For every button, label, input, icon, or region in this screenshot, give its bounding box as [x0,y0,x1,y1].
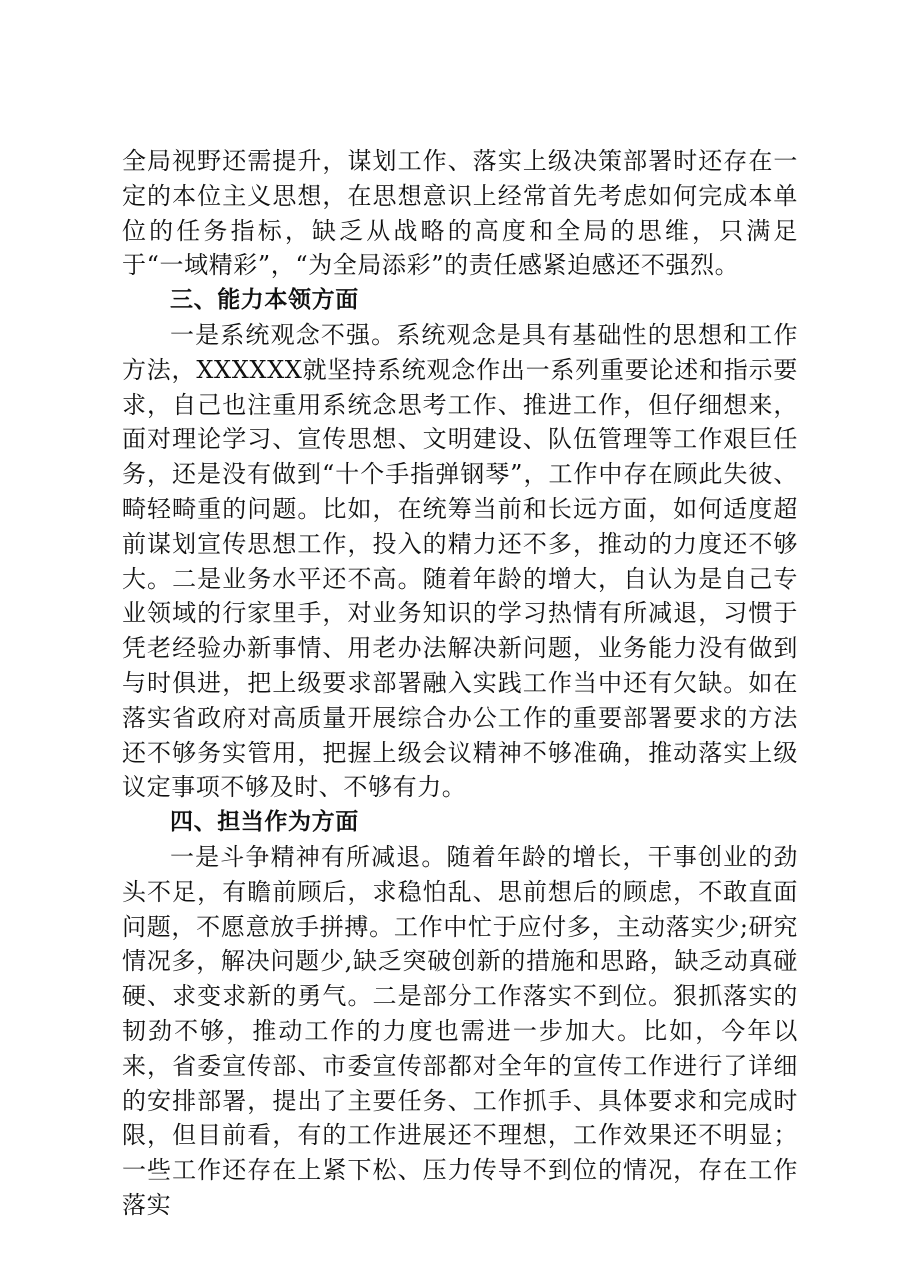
paragraph-ability: 一是系统观念不强。系统观念是具有基础性的思想和工作方法，XXXXXX就坚持系统观念作出一系列重要论述和指示要求，自己也注重用系统念思考工作、推进工作，但仔细想来，面对理论学习、宣传思想、文明建设、队伍管理等工作艰巨任务，还是没有做到“十个手指弹钢琴”，工作中存在顾此失彼、畸轻畸重的问题。比如，在统筹当前和长远方面，如何适度超前谋划宣传思想工作，投入的精力还不多，推动的力度还不够大。二是业务水平还不高。随着年龄的增大，自认为是自己专业领域的行家里手，对业务知识的学习热情有所减退，习惯于凭老经验办新事情、用老办法解决新问题，业务能力没有做到与时俱进，把上级要求部署融入实践工作当中还有欠缺。如在落实省政府对高质量开展综合办公工作的重要部署要求的方法还不够务实管用，把握上级会议精神不够准确，推动落实上级议定事项不够及时、不够有力。 [122,320,798,802]
document-page [122,144,798,1223]
section-heading-responsibility: 四、担当作为方面 [170,809,359,836]
paragraph-responsibility: 一是斗争精神有所减退。随着年龄的增长，干事创业的劲头不足，有瞻前顾后，求稳怕乱、思前想后的顾虑，不敢直面问题，不愿意放手拼搏。工作中忙于应付多，主动落实少;研究情况多，解决问题少,缺乏突破创新的措施和思路，缺乏动真碰硬、求变求新的勇气。二是部分工作落实不到位。狠抓落实的韧劲不够，推动工作的力度也需进一步加大。比如，今年以来，省委宣传部、市委宣传部都对全年的宣传工作进行了详细的安排部署，提出了主要任务、工作抓手、具体要求和完成时限，但目前看，有的工作进展还不理想，工作效果还不明显；一些工作还存在上紧下松、压力传导不到位的情况，存在工作落实 [122,842,798,1219]
paragraph-continuation: 全局视野还需提升，谋划工作、落实上级决策部署时还存在一定的本位主义思想，在思想意识上经常首先考虑如何完成本单位的任务指标，缺乏从战略的高度和全局的思维，只满足于“一域精彩”，“为全局添彩”的责任感紧迫感还不强烈。 [122,147,798,280]
section-heading-ability: 三、能力本领方面 [170,287,359,314]
